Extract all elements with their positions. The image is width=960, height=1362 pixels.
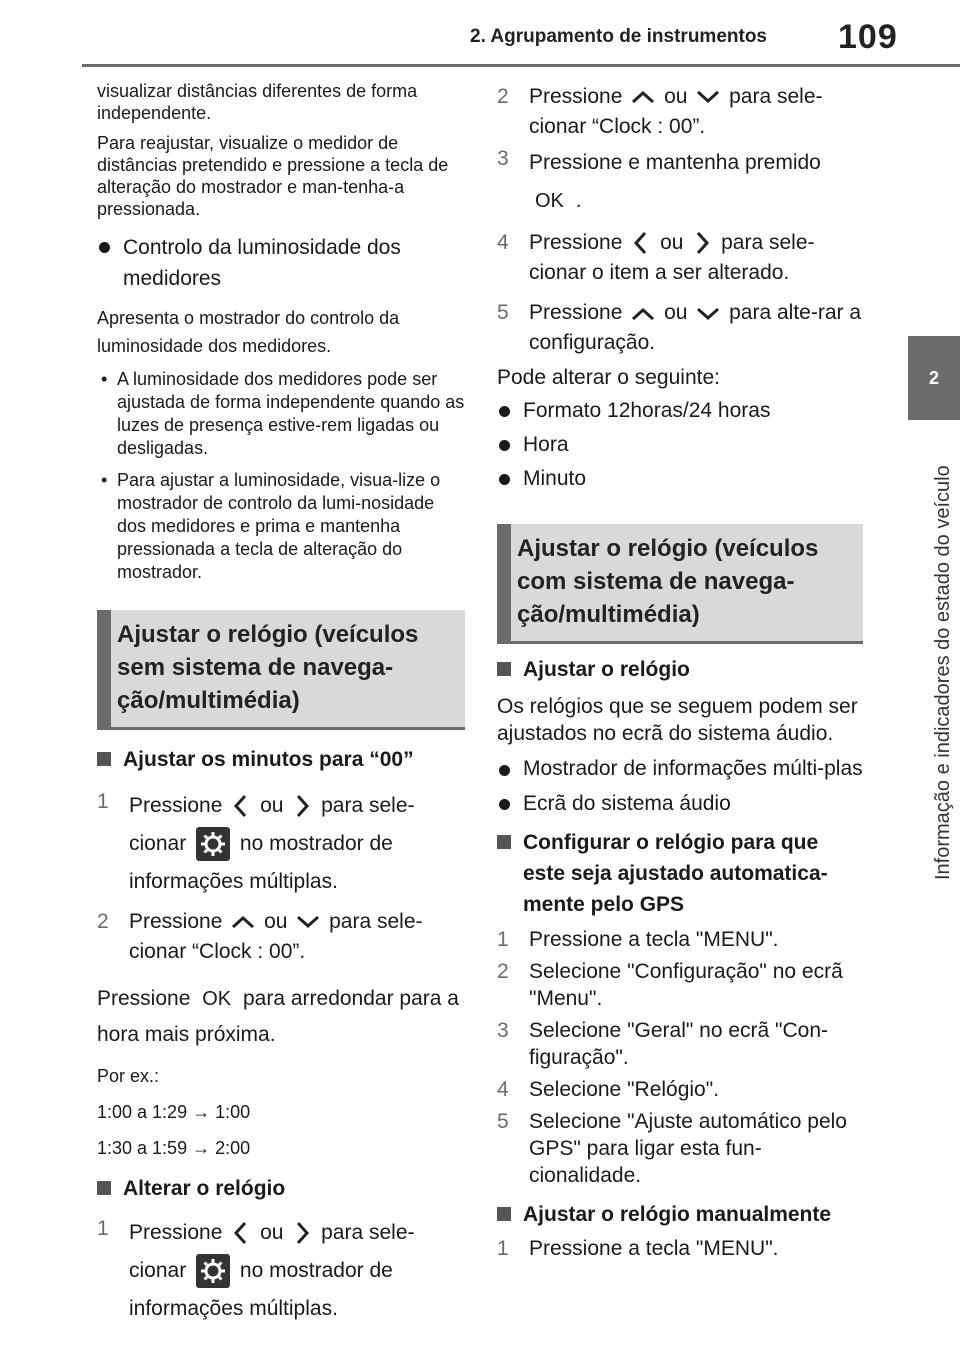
gear-icon (196, 827, 230, 861)
step-text: . (575, 189, 582, 212)
step-text: no mostrador de informações múltiplas. (129, 1259, 393, 1320)
step (497, 228, 863, 288)
step-number: 3 (497, 147, 509, 170)
gear-icon (196, 1254, 230, 1288)
step-number: 1 (497, 1237, 509, 1261)
subheading: Ajustar o relógio manualmente (497, 1199, 863, 1230)
step-text: ou (664, 301, 688, 325)
step-text: Pressione (529, 301, 623, 325)
step-number: 4 (497, 231, 509, 254)
list-item: • Para ajustar a luminosidade, visua-lize o mostrador de controlo da lumi-nosidade dos medidores e prima e mantenha pressionada a tecla de alteração do mostrador. (97, 469, 465, 584)
step-text: Pressione (129, 910, 223, 933)
step-text: ou (260, 1221, 284, 1244)
bullet-item: Ecrã do sistema áudio (497, 789, 863, 819)
step-text: para sele-cionar “Clock : 00”. (129, 910, 423, 963)
chevron-down-icon (693, 86, 723, 108)
paragraph: Os relógios que se seguem podem ser ajustados no ecrã do sistema áudio. (497, 695, 858, 746)
step (497, 958, 863, 1012)
chevron-left-icon (228, 1218, 254, 1248)
bullet-item: Minuto (497, 464, 863, 494)
paragraph-text: Pressione (97, 987, 191, 1010)
step (497, 1234, 863, 1264)
chapter-number: 2 (928, 367, 939, 388)
paragraph: visualizar distâncias diferentes de forma independente. (97, 81, 418, 123)
step (497, 1017, 863, 1071)
step-number: 1 (497, 928, 509, 952)
chapter-title: Informação e indicadores do estado do veículo (932, 465, 954, 880)
step-text: ou (660, 231, 684, 254)
step-text: Selecione "Configuração" no ecrã "Menu". (529, 960, 843, 1011)
step-text: no mostrador de informações múltiplas. (129, 832, 393, 893)
step-text: Pressione (529, 85, 623, 108)
step-text: Selecione "Ajuste automático pelo GPS" para ligar esta fun-cionalidade. (529, 1110, 847, 1188)
left-column (97, 80, 465, 1328)
step (497, 82, 863, 142)
paragraph: Pode alterar o seguinte: (497, 366, 720, 390)
section-box-title: Ajustar o relógio (veículos com sistema de navega-ção/multimédia) (517, 535, 819, 629)
chevron-right-icon (289, 791, 315, 821)
right-column (497, 82, 863, 1264)
step-number: 2 (497, 960, 509, 984)
step (497, 1076, 863, 1103)
step-text: Selecione "Relógio". (529, 1078, 720, 1102)
bullet-item: Controlo da luminosidade dos medidores (97, 232, 465, 294)
paragraph (97, 981, 465, 1053)
step (497, 298, 863, 358)
step-text: ou (260, 794, 284, 817)
section-box-title: Ajustar o relógio (veículos sem sistema de navega-ção/multimédia) (117, 621, 419, 714)
step-number: 1 (97, 1217, 109, 1240)
chevron-left-icon (628, 228, 654, 258)
paragraph: Apresenta o mostrador do controlo da luminosidade dos medidores. (97, 308, 400, 356)
example-line: 1:00 a 1:29 → 1:00 (97, 1102, 251, 1122)
step-text: ou (264, 910, 288, 933)
list-item: • A luminosidade dos medidores pode ser ajustada de forma independente quando as luzes de presença estive-rem ligadas ou desligadas. (97, 368, 465, 460)
bullet-item: Formato 12horas/24 horas (497, 396, 863, 426)
header-divider (82, 64, 960, 67)
subheading: Alterar o relógio (97, 1173, 465, 1204)
step (97, 787, 465, 901)
subheading: Ajustar os minutos para “00” (97, 744, 465, 775)
step-text: para sele-cionar o item a ser alterado. (529, 231, 815, 285)
step (97, 907, 465, 967)
chevron-down-icon (693, 303, 723, 325)
ok-button-icon: OK (202, 988, 232, 1010)
step-text: Pressione (529, 231, 623, 254)
step-text: Pressione a tecla "MENU". (529, 928, 779, 952)
chevron-up-icon (628, 303, 658, 325)
bullet-item: Mostrador de informações múlti-plas (497, 755, 863, 783)
step-number: 2 (497, 85, 509, 108)
step-text: Pressione e mantenha premido (529, 151, 821, 174)
step (497, 926, 863, 953)
bullet-item: Hora (497, 430, 863, 460)
step-text: Pressione (129, 794, 223, 817)
step (97, 1214, 465, 1328)
ok-button-icon: OK (535, 190, 564, 212)
subheading: Ajustar o relógio (497, 654, 863, 685)
step-number: 3 (497, 1019, 509, 1043)
step-text: Pressione (129, 1221, 223, 1244)
paragraph-text: para arredondar para a hora mais próxima. (97, 987, 459, 1046)
step-text: ou (664, 85, 688, 108)
step-text: Pressione a tecla "MENU". (529, 1237, 779, 1261)
step-text: para sele-cionar (129, 1221, 415, 1282)
step-number: 1 (97, 790, 109, 813)
step-text: Selecione "Geral" no ecrã "Con-figuração". (529, 1019, 829, 1070)
step (497, 144, 863, 220)
section-title: 2. Agrupamento de instrumentos (470, 26, 767, 47)
page-number: 109 (838, 18, 898, 56)
step-text: para sele-cionar “Clock : 00”. (529, 85, 823, 138)
step-number: 4 (497, 1078, 509, 1102)
step-text: para alte-rar a configuração. (529, 301, 862, 355)
example-line: 1:30 a 1:59 → 2:00 (97, 1138, 251, 1158)
chevron-right-icon (289, 1218, 315, 1248)
step (497, 1108, 863, 1189)
chevron-down-icon (293, 911, 323, 933)
chevron-up-icon (628, 86, 658, 108)
paragraph: Para reajustar, visualize o medidor de distâncias pretendido e pressione a tecla de alteração do mostrador e man-tenha-a pressionada. (97, 133, 449, 219)
step-number: 5 (497, 301, 509, 325)
chevron-right-icon (689, 228, 715, 258)
section-box (97, 610, 465, 730)
step-number: 5 (497, 1110, 509, 1134)
chevron-up-icon (228, 911, 258, 933)
section-box (497, 524, 863, 644)
step-text: para sele-cionar (129, 794, 415, 855)
step-number: 2 (97, 910, 109, 933)
chevron-left-icon (228, 791, 254, 821)
subheading: Configurar o relógio para que este seja ajustado automatica-mente pelo GPS (497, 827, 863, 920)
paragraph: Por ex.: (97, 1066, 160, 1086)
chapter-tab (908, 336, 960, 420)
